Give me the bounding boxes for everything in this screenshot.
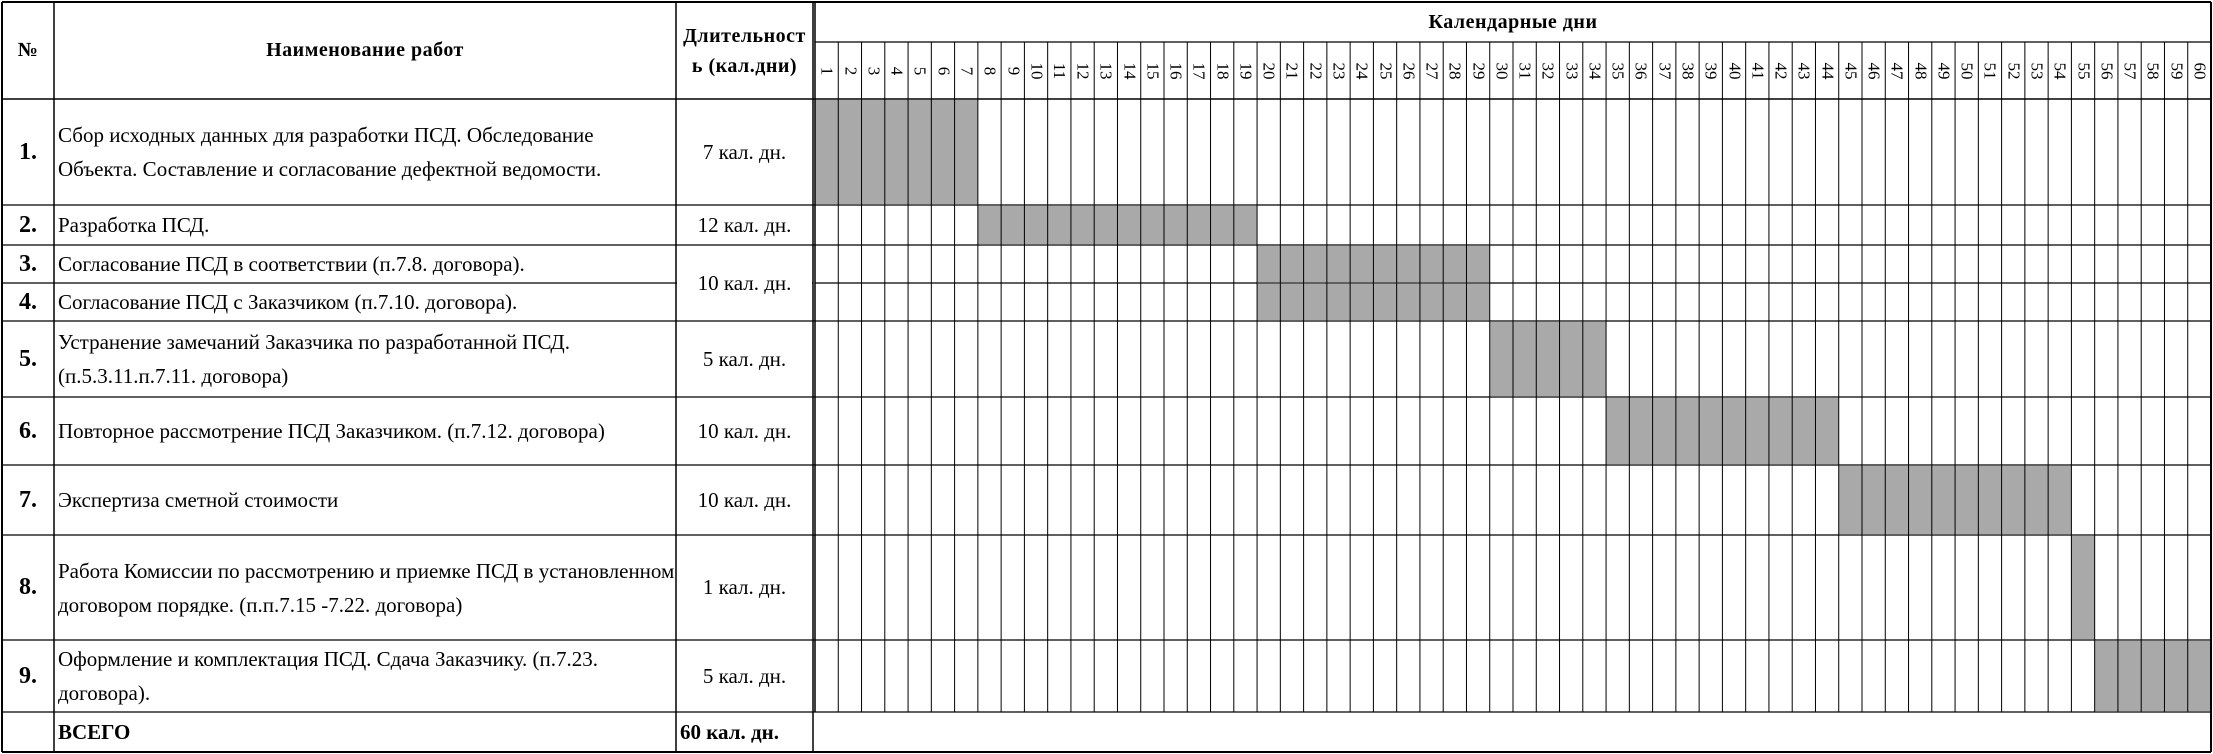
- day-label-text: 60: [2190, 62, 2210, 79]
- day-label: [1606, 44, 1629, 97]
- row-duration-text: 5 кал. дн.: [702, 663, 787, 688]
- row-duration: [676, 640, 813, 712]
- gantt-bar: [2071, 536, 2094, 639]
- day-label-text: 48: [1911, 62, 1931, 79]
- header-num-text: №: [17, 39, 39, 61]
- day-label-text: 32: [1538, 62, 1558, 79]
- day-label: [2141, 44, 2164, 97]
- day-label-text: 53: [2027, 62, 2047, 79]
- row-number-text: 2.: [19, 211, 37, 238]
- row-name-text: Оформление и комплектация ПСД. Сдача Заказчику. (п.7.23. договора).: [58, 647, 598, 705]
- day-label-text: 58: [2143, 62, 2163, 79]
- day-label: [955, 44, 978, 97]
- gantt-bar: [2095, 641, 2211, 711]
- day-label-text: 16: [1166, 62, 1186, 79]
- day-label: [1746, 44, 1769, 97]
- day-label-text: 52: [2004, 62, 2024, 79]
- day-label-text: 35: [1608, 62, 1628, 79]
- day-label: [1466, 44, 1489, 97]
- total-duration-text: 60 кал. дн.: [680, 719, 779, 744]
- day-label: [1909, 44, 1932, 97]
- header-name-text: Наименование работ: [266, 39, 464, 61]
- day-label: [1350, 44, 1373, 97]
- day-label-text: 7: [957, 66, 977, 75]
- day-label-text: 41: [1748, 62, 1768, 79]
- day-label: [931, 44, 954, 97]
- day-label-text: 36: [1631, 62, 1651, 79]
- day-label: [1722, 44, 1745, 97]
- day-label-text: 44: [1818, 62, 1838, 79]
- header-calendar: [815, 2, 2211, 42]
- day-label: [1629, 44, 1652, 97]
- day-label: [1699, 44, 1722, 97]
- total-label-text: ВСЕГО: [58, 719, 131, 744]
- row-number: [2, 640, 54, 712]
- day-label: [1839, 44, 1862, 97]
- day-label-text: 21: [1282, 62, 1302, 79]
- row-duration-text: 10 кал. дн.: [697, 270, 792, 295]
- day-label-text: 45: [1841, 62, 1861, 79]
- day-label-text: 20: [1259, 62, 1279, 79]
- row-duration: [676, 465, 813, 535]
- total-label: [54, 712, 676, 752]
- total-duration: [676, 712, 2211, 752]
- day-label-text: 42: [1771, 62, 1791, 79]
- day-label-text: 12: [1073, 62, 1093, 79]
- day-label-text: 54: [2050, 62, 2070, 79]
- day-label-text: 39: [1701, 62, 1721, 79]
- day-label: [1490, 44, 1513, 97]
- day-label: [2118, 44, 2141, 97]
- day-label: [1257, 44, 1280, 97]
- row-number: [2, 397, 54, 465]
- row-number-text: 6.: [19, 417, 37, 444]
- day-label: [1234, 44, 1257, 97]
- day-label: [2002, 44, 2025, 97]
- day-label: [1327, 44, 1350, 97]
- day-label: [978, 44, 1001, 97]
- row-duration-text: 12 кал. дн.: [697, 212, 792, 237]
- row-duration: [676, 397, 813, 465]
- day-label: [1304, 44, 1327, 97]
- day-label-text: 15: [1143, 62, 1163, 79]
- day-label: [815, 44, 838, 97]
- row-number-text: 8.: [19, 574, 37, 600]
- day-label-text: 6: [933, 66, 953, 75]
- day-label-text: 33: [1562, 62, 1582, 79]
- day-label: [838, 44, 861, 97]
- row-name-text: Повторное рассмотрение ПСД Заказчиком. (п.7.12. договора): [58, 419, 605, 443]
- day-label-text: 37: [1655, 62, 1675, 79]
- day-label-text: 22: [1306, 62, 1326, 79]
- row-number: [2, 99, 54, 205]
- row-name-text: Согласование ПСД с Заказчиком (п.7.10. договора).: [58, 290, 518, 314]
- row-name: [54, 283, 676, 321]
- row-number: [2, 465, 54, 535]
- gantt-bar: [815, 100, 978, 204]
- row-number-text: 7.: [19, 486, 37, 513]
- day-label-text: 1: [817, 66, 837, 75]
- header-num: [2, 2, 54, 99]
- day-label-text: 49: [1934, 62, 1954, 79]
- day-label-text: 43: [1794, 62, 1814, 79]
- day-label-text: 23: [1329, 62, 1349, 79]
- day-label: [1885, 44, 1908, 97]
- row-number: [2, 245, 54, 283]
- row-number-text: 9.: [19, 662, 37, 689]
- row-duration: [676, 321, 813, 397]
- day-label-text: 56: [2097, 62, 2117, 79]
- day-label-text: 5: [910, 66, 930, 75]
- row-name: [54, 640, 676, 712]
- day-label: [1513, 44, 1536, 97]
- day-label: [862, 44, 885, 97]
- day-label-text: 10: [1027, 62, 1047, 79]
- day-label-text: 46: [1864, 62, 1884, 79]
- day-label: [1862, 44, 1885, 97]
- day-label: [1792, 44, 1815, 97]
- day-label: [2164, 44, 2187, 97]
- day-label: [1653, 44, 1676, 97]
- day-label: [1094, 44, 1117, 97]
- row-duration-text: 10 кал. дн.: [697, 418, 792, 443]
- day-label-text: 57: [2120, 62, 2140, 79]
- day-label: [1001, 44, 1024, 97]
- day-label-text: 51: [1980, 62, 2000, 79]
- day-label-text: 2: [840, 66, 860, 75]
- row-number-text: 3.: [19, 250, 37, 277]
- day-label-text: 26: [1399, 62, 1419, 79]
- day-label: [1048, 44, 1071, 97]
- day-label: [1536, 44, 1559, 97]
- day-label-text: 47: [1887, 62, 1907, 79]
- day-label-text: 40: [1725, 62, 1745, 79]
- row-name: [54, 205, 676, 245]
- day-label: [1373, 44, 1396, 97]
- day-label-text: 8: [980, 66, 1000, 75]
- day-label-text: 17: [1189, 62, 1209, 79]
- row-name-text: Работа Комиссии по рассмотрению и приемке ПСД в установленном договором порядке. (п.п.7.15 -7.22. договора): [58, 558, 675, 617]
- header-duration-text: Длительность (кал.дни): [683, 24, 806, 77]
- day-label: [1024, 44, 1047, 97]
- day-label: [2025, 44, 2048, 97]
- row-name: [54, 245, 676, 283]
- day-label: [1583, 44, 1606, 97]
- day-label: [1676, 44, 1699, 97]
- day-label-text: 13: [1096, 62, 1116, 79]
- row-duration: [676, 535, 813, 640]
- day-label-text: 27: [1422, 62, 1442, 79]
- day-label-text: 34: [1585, 62, 1605, 79]
- day-label-text: 31: [1515, 62, 1535, 79]
- day-label-text: 19: [1236, 62, 1256, 79]
- row-number-text: 1.: [19, 138, 37, 165]
- day-label-text: 29: [1469, 62, 1489, 79]
- day-label: [1280, 44, 1303, 97]
- day-label: [1932, 44, 1955, 97]
- row-number: [2, 535, 54, 640]
- row-name: [54, 99, 676, 205]
- row-name-text: Согласование ПСД в соответствии (п.7.8. договора).: [58, 252, 525, 276]
- day-label: [1420, 44, 1443, 97]
- row-name: [54, 535, 676, 640]
- row-name-text: Экспертиза сметной стоимости: [58, 488, 339, 512]
- day-label-text: 25: [1376, 62, 1396, 79]
- day-label-text: 55: [2074, 62, 2094, 79]
- row-number-text: 5.: [19, 345, 37, 372]
- day-label-text: 50: [1957, 62, 1977, 79]
- row-name-text: Сбор исходных данных для разработки ПСД. Обследование Объекта. Составление и согласование дефектной ведомости.: [58, 123, 602, 181]
- row-name-text: Разработка ПСД.: [58, 213, 210, 237]
- header-duration: [676, 2, 813, 99]
- day-label: [1955, 44, 1978, 97]
- row-number: [2, 321, 54, 397]
- row-name: [54, 321, 676, 397]
- day-label-text: 3: [864, 66, 884, 75]
- row-duration: [676, 99, 813, 205]
- header-name: [54, 2, 676, 99]
- day-label: [908, 44, 931, 97]
- day-label-text: 28: [1445, 62, 1465, 79]
- day-label: [2048, 44, 2071, 97]
- day-label: [2095, 44, 2118, 97]
- day-label-text: 14: [1120, 62, 1140, 79]
- day-label: [1815, 44, 1838, 97]
- header-calendar-text: Календарные дни: [1428, 10, 1598, 33]
- day-label: [2188, 44, 2211, 97]
- row-number: [2, 205, 54, 245]
- day-label-text: 30: [1492, 62, 1512, 79]
- row-name: [54, 397, 676, 465]
- gantt-bar: [1490, 322, 1606, 396]
- day-label: [2071, 44, 2094, 97]
- day-label: [885, 44, 908, 97]
- day-label: [1187, 44, 1210, 97]
- row-duration-text: 5 кал. дн.: [702, 346, 787, 371]
- day-label-text: 18: [1213, 62, 1233, 79]
- day-label: [1397, 44, 1420, 97]
- row-duration: [676, 205, 813, 245]
- day-label: [1117, 44, 1140, 97]
- day-label: [1443, 44, 1466, 97]
- row-duration-text: 10 кал. дн.: [697, 487, 792, 512]
- day-label: [1769, 44, 1792, 97]
- day-label: [1560, 44, 1583, 97]
- day-label-text: 59: [2167, 62, 2187, 79]
- row-duration: [676, 245, 813, 321]
- row-number-text: 4.: [19, 288, 37, 315]
- day-label: [1978, 44, 2001, 97]
- row-name: [54, 465, 676, 535]
- day-label: [1211, 44, 1234, 97]
- row-name-text: Устранение замечаний Заказчика по разработанной ПСД. (п.5.3.11.п.7.11. договора): [58, 330, 571, 388]
- day-label-text: 24: [1352, 62, 1372, 79]
- day-label-text: 4: [887, 66, 907, 75]
- day-label: [1071, 44, 1094, 97]
- day-label-text: 11: [1050, 62, 1070, 79]
- day-label: [1164, 44, 1187, 97]
- day-label-text: 38: [1678, 62, 1698, 79]
- day-label-text: 9: [1003, 66, 1023, 75]
- day-label: [1141, 44, 1164, 97]
- row-number: [2, 283, 54, 321]
- row-duration-text: 7 кал. дн.: [702, 139, 787, 164]
- row-duration-text: 1 кал. дн.: [702, 575, 787, 599]
